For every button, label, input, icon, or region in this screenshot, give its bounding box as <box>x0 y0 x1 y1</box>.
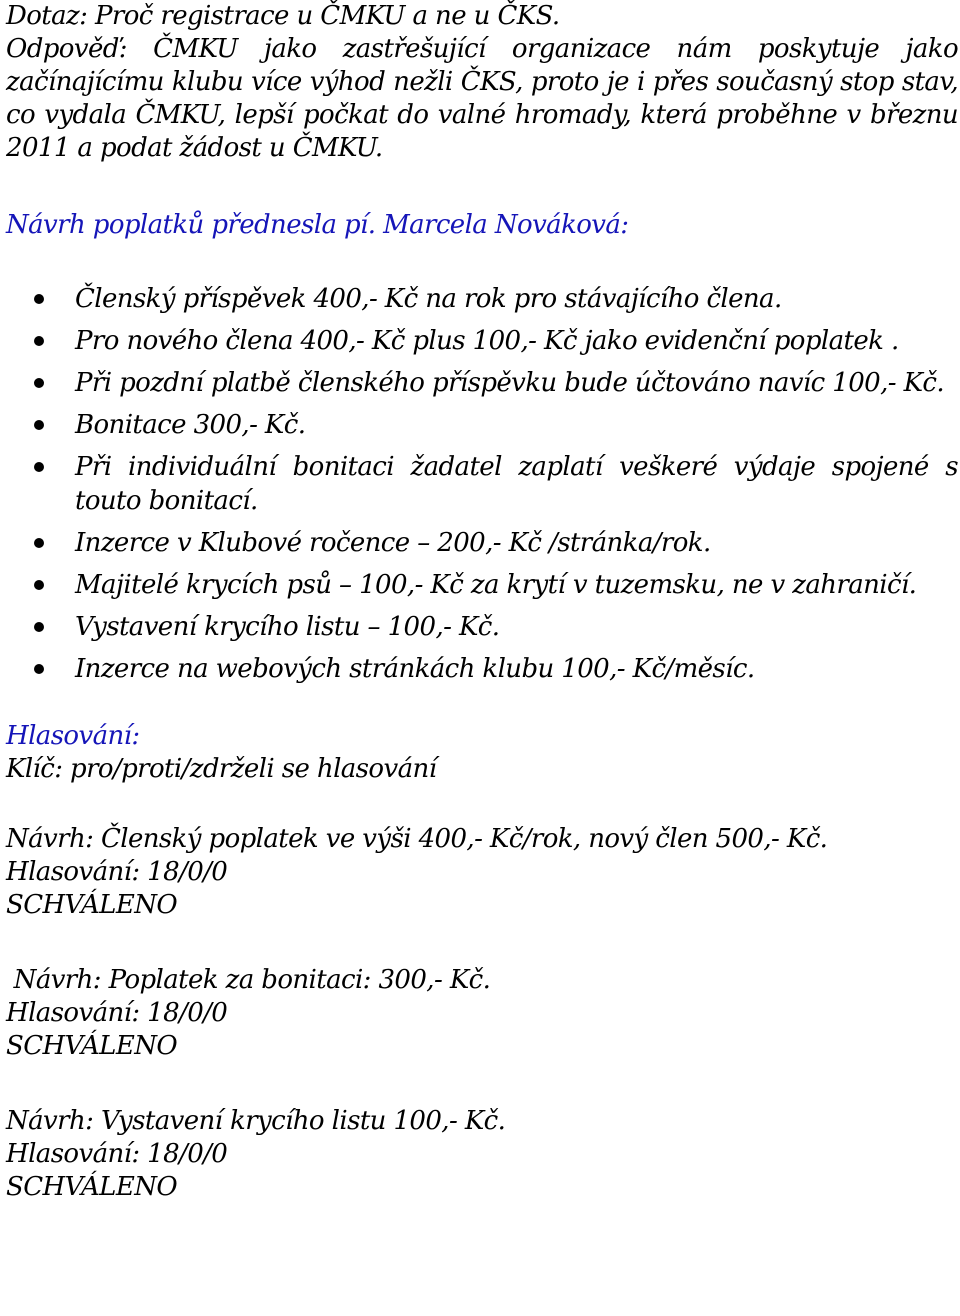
document <box>6 0 958 1204</box>
list-item <box>6 408 958 442</box>
list-item <box>6 366 958 400</box>
voting-key: Klíč: pro/proti/zdrželi se hlasování <box>6 754 437 784</box>
proposal-text: Návrh: Poplatek za bonitaci: 300,- Kč. <box>6 965 491 995</box>
list-item <box>6 652 958 686</box>
proposal-block <box>6 1105 958 1204</box>
bullet-icon <box>34 622 44 632</box>
list-item <box>6 568 958 602</box>
vote-result: Hlasování: 18/0/0 <box>6 1139 228 1169</box>
list-item-text: Pro nového člena 400,- Kč plus 100,- Kč jako evidenční poplatek . <box>75 326 899 356</box>
approval-status: SCHVÁLENO <box>6 890 178 920</box>
answer-text: Odpověď: ČMKU jako zastřešující organizace nám poskytuje jako začínajícímu klubu více výhod nežli ČKS, proto je i přes současný stop stav, co vydala ČMKU, lepší počkat do valné hromady, která proběhne v březnu 2011 a podat žádost u ČMKU. <box>6 34 958 163</box>
list-item-text: Inzerce na webových stránkách klubu 100,- Kč/měsíc. <box>75 654 755 684</box>
bullet-icon <box>34 294 44 304</box>
question-text: Dotaz: Proč registrace u ČMKU a ne u ČKS. <box>6 1 560 31</box>
vote-result: Hlasování: 18/0/0 <box>6 857 228 887</box>
bullet-icon <box>34 378 44 388</box>
list-item-text: Bonitace 300,- Kč. <box>75 410 306 440</box>
voting-heading: Hlasování: <box>6 721 140 751</box>
list-item <box>6 610 958 644</box>
vote-result: Hlasování: 18/0/0 <box>6 998 228 1028</box>
spacer <box>6 922 958 964</box>
bullet-icon <box>34 664 44 674</box>
list-item <box>6 526 958 560</box>
proposal-text: Návrh: Vystavení krycího listu 100,- Kč. <box>6 1106 506 1136</box>
spacer <box>6 242 958 282</box>
bullet-icon <box>34 336 44 346</box>
spacer <box>6 694 958 720</box>
bullet-icon <box>34 462 44 472</box>
list-item <box>6 282 958 316</box>
list-item-text: Inzerce v Klubové ročence – 200,- Kč /stránka/rok. <box>75 528 711 558</box>
approval-status: SCHVÁLENO <box>6 1031 178 1061</box>
bullet-icon <box>34 538 44 548</box>
list-item <box>6 450 958 518</box>
spacer <box>6 165 958 209</box>
fees-list <box>6 282 958 686</box>
list-item <box>6 324 958 358</box>
bullet-icon <box>34 420 44 430</box>
list-item-text: Při pozdní platbě členského příspěvku bude účtováno navíc 100,- Kč. <box>75 368 945 398</box>
list-item-text: Vystavení krycího listu – 100,- Kč. <box>75 612 500 642</box>
approval-status: SCHVÁLENO <box>6 1172 178 1202</box>
list-item-text: Majitelé krycích psů – 100,- Kč za krytí v tuzemsku, ne v zahraničí. <box>75 570 917 600</box>
proposal-text: Návrh: Členský poplatek ve výši 400,- Kč/rok, nový člen 500,- Kč. <box>6 824 828 854</box>
fees-heading: Návrh poplatků přednesla pí. Marcela Nováková: <box>6 210 629 240</box>
spacer <box>6 1063 958 1105</box>
bullet-icon <box>34 580 44 590</box>
list-item-text: Při individuální bonitaci žadatel zaplatí veškeré výdaje spojené s touto bonitací. <box>75 452 958 516</box>
list-item-text: Členský příspěvek 400,- Kč na rok pro stávajícího člena. <box>75 284 782 314</box>
spacer <box>6 786 958 823</box>
proposal-block <box>6 964 958 1063</box>
proposal-block <box>6 823 958 922</box>
